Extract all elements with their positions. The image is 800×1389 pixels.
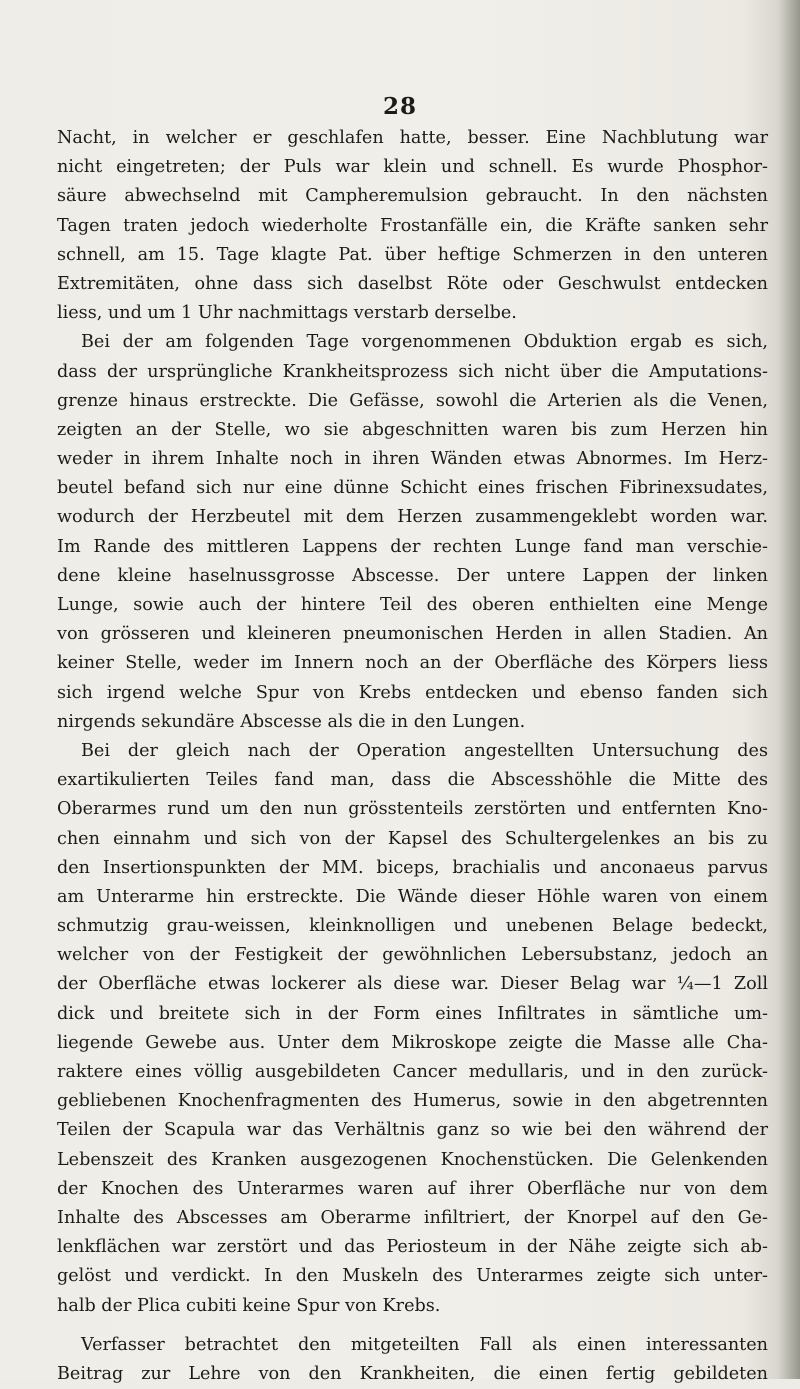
text-line: schmutzig grau-weissen, kleinknolligen und unebenen Belage bedeckt, xyxy=(57,916,768,937)
text-line: Lunge, sowie auch der hintere Teil des oberen enthielten eine Menge xyxy=(57,595,768,615)
text-line: wodurch der Herzbeutel mit dem Herzen zusammengeklebt worden war. xyxy=(57,507,768,528)
body-text xyxy=(57,124,768,1389)
text-line: beutel befand sich nur eine dünne Schicht eines frischen Fibrinexsudates, xyxy=(57,478,768,499)
text-line: keiner Stelle, weder im Innern noch an der Oberfläche des Körpers liess xyxy=(57,653,768,674)
text-line: exartikulierten Teiles fand man, dass die Abscesshöhle die Mitte des xyxy=(57,770,768,791)
text-line: weder in ihrem Inhalte noch in ihren Wänden etwas Abnormes. Im Herz- xyxy=(57,449,768,470)
text-line: Bei der gleich nach der Operation angestellten Untersuchung des xyxy=(81,740,768,761)
text-line: von grösseren und kleineren pneumonischen Herden in allen Stadien. An xyxy=(57,624,768,645)
text-line: grenze hinaus erstreckte. Die Gefässe, sowohl die Arterien als die Venen, xyxy=(57,390,768,411)
text-line: Teilen der Scapula war das Verhältnis ganz so wie bei den während der xyxy=(57,1120,768,1141)
text-line: sich irgend welche Spur von Krebs entdecken und ebenso fanden sich xyxy=(57,682,768,703)
text-line: den Insertionspunkten der MM. biceps, brachialis und anconaeus parvus xyxy=(57,857,768,878)
text-line: Verfasser betrachtet den mitgeteilten Fall als einen interessanten xyxy=(81,1334,768,1355)
text-line: Bei der am folgenden Tage vorgenommenen Obduktion ergab es sich, xyxy=(81,332,768,353)
page-number: 28 xyxy=(382,93,417,120)
text-line: raktere eines völlig ausgebildeten Cancer medullaris, und in den zurück- xyxy=(57,1062,768,1082)
text-line: Inhalte des Abscesses am Oberarme infiltriert, der Knorpel auf den Ge- xyxy=(57,1207,768,1228)
text-line: der Knochen des Unterarmes waren auf ihrer Oberfläche nur von dem xyxy=(57,1178,768,1199)
text-line: zeigten an der Stelle, wo sie abgeschnitten waren bis zum Herzen hin xyxy=(57,419,768,440)
text-line: lenkflächen war zerstört und das Periosteum in der Nähe zeigte sich ab- xyxy=(57,1237,768,1258)
text-line: der Oberfläche etwas lockerer als diese war. Dieser Belag war ¼—1 Zoll xyxy=(57,974,768,995)
text-line: liegende Gewebe aus. Unter dem Mikroskope zeigte die Masse alle Cha- xyxy=(57,1032,768,1053)
text-line: nicht eingetreten; der Puls war klein und schnell. Es wurde Phosphor- xyxy=(57,157,768,178)
text-line: am Unterarme hin erstreckte. Die Wände dieser Höhle waren von einem xyxy=(57,886,768,907)
text-line: Extremitäten, ohne dass sich daselbst Röte oder Geschwulst entdecken xyxy=(57,273,768,294)
text-line: halb der Plica cubiti keine Spur von Krebs. xyxy=(57,1295,441,1316)
text-line: dick und breitete sich in der Form eines Infiltrates in sämtliche um- xyxy=(57,1003,768,1024)
text-line: Im Rande des mittleren Lappens der rechten Lunge fand man verschie- xyxy=(57,536,768,557)
text-line: dene kleine haselnussgrosse Abscesse. Der untere Lappen der linken xyxy=(57,565,768,586)
text-line: Nacht, in welcher er geschlafen hatte, besser. Eine Nachblutung war xyxy=(57,128,768,148)
text-line: gelöst und verdickt. In den Muskeln des Unterarmes zeigte sich unter- xyxy=(57,1266,768,1287)
text-line: welcher von der Festigkeit der gewöhnlichen Lebersubstanz, jedoch an xyxy=(57,945,768,966)
text-line: Oberarmes rund um den nun grösstenteils zerstörten und entfernten Kno- xyxy=(57,799,768,820)
text-line: gebliebenen Knochenfragmenten des Humerus, sowie in den abgetrennten xyxy=(57,1091,768,1112)
text-line: Beitrag zur Lehre von den Krankheiten, die einen fertig gebildeten xyxy=(57,1363,768,1384)
text-line: nirgends sekundäre Abscesse als die in den Lungen. xyxy=(57,711,526,732)
text-line: schnell, am 15. Tage klagte Pat. über heftige Schmerzen in den unteren xyxy=(57,244,768,265)
text-line: liess, und um 1 Uhr nachmittags verstarb derselbe. xyxy=(57,303,517,324)
text-line: Tagen traten jedoch wiederholte Frostanfälle ein, die Kräfte sanken sehr xyxy=(57,215,768,236)
text-line: Lebenszeit des Kranken ausgezogenen Knochenstücken. Die Gelenkenden xyxy=(57,1149,768,1170)
text-line: chen einnahm und sich von der Kapsel des Schultergelenkes an bis zu xyxy=(57,828,768,849)
page-edge-shadow xyxy=(778,0,800,1379)
text-line: säure abwechselnd mit Campheremulsion gebraucht. In den nächsten xyxy=(57,186,768,207)
text-line: dass der ursprüngliche Krankheitsprozess sich nicht über die Amputations- xyxy=(57,361,768,382)
